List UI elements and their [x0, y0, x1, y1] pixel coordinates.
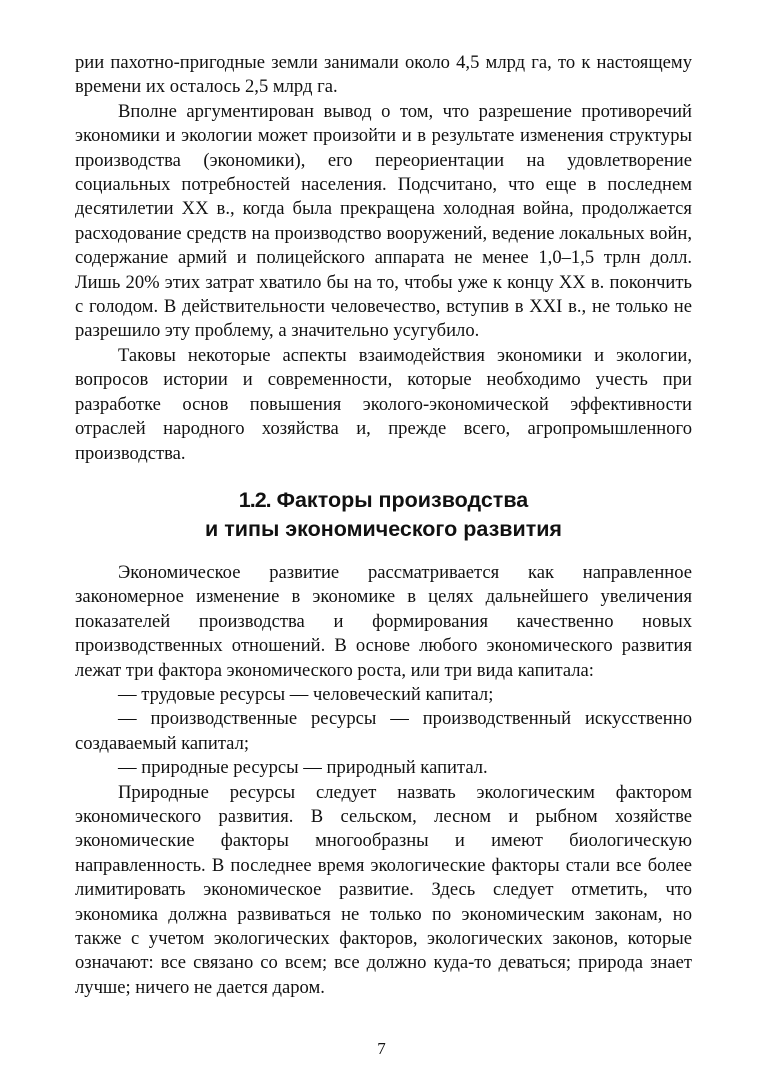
section-heading — [75, 486, 692, 544]
section-heading-line1 — [75, 486, 692, 515]
page-content — [75, 51, 692, 1000]
paragraph-natural-resources: Природные ресурсы следует назвать экологическим фактором экономического развития. В сельском, лесном и рыбном хозяйстве экономические факторы многообразны и имеют биологическую направленность. В последнее время экологические факторы стали все более лимитировать экономическое развитие. Здесь следует отметить, что экономика должна развиваться не только по экономическим законам, но также с учетом экологических факторов, экологических законов, которые означают: все связано со всем; все должно куда-то деваться; природа знает лучше; ничего не дается даром. — [75, 781, 692, 998]
paragraph-aspects: Таковы некоторые аспекты взаимодействия экономики и экологии, вопросов истории и современности, которые необходимо учесть при разработке основ повышения эколого-экономической эффективности отраслей народного хозяйства и, прежде всего, агропромышленного производства. — [75, 344, 692, 464]
list-item-labor: — трудовые ресурсы — человеческий капитал; — [118, 683, 494, 705]
paragraph-economy-ecology: Вполне аргументирован вывод о том, что разрешение противоречий экономики и экологии может произойти и в результате изменения структуры производства (экономики), его переориентации на удовлетворение социальных потребностей населения. Подсчитано, что еще в последнем десятилетии XX в., когда была прекращена холодная война, продолжается расходование средств на производство вооружений, ведение локальных войн, содержание армий и полицейского аппарата не менее 1,0–1,5 трлн долл. Лишь 20% этих затрат хватило бы на то, чтобы уже к концу XX в. покончить с голодом. В действительности человечество, вступив в XXI в., не только не разрешило эту проблему, а значительно усугубило. — [75, 100, 692, 342]
paragraph-continuation: рии пахотно-пригодные земли занимали около 4,5 млрд га, то к настоящему времени их осталось 2,5 млрд га. — [75, 52, 692, 98]
list-item-natural: — природные ресурсы — природный капитал. — [118, 757, 488, 779]
paragraph-economic-development: Экономическое развитие рассматривается как направленное закономерное изменение в экономике в целях дальнейшего увеличения показателей производства и формирования качественно новых производственных отношений. В основе любого экономического развития лежат три фактора экономического роста, или три вида капитала: — [75, 561, 692, 681]
section-title-line2: и типы экономического развития — [205, 516, 562, 541]
section-title-line1: Факторы производства — [276, 487, 529, 512]
list-item-production: — производственные ресурсы — производственный искусственно создаваемый капитал; — [75, 708, 692, 754]
section-number: 1.2. — [238, 487, 271, 512]
page-number: 7 — [377, 1039, 386, 1058]
